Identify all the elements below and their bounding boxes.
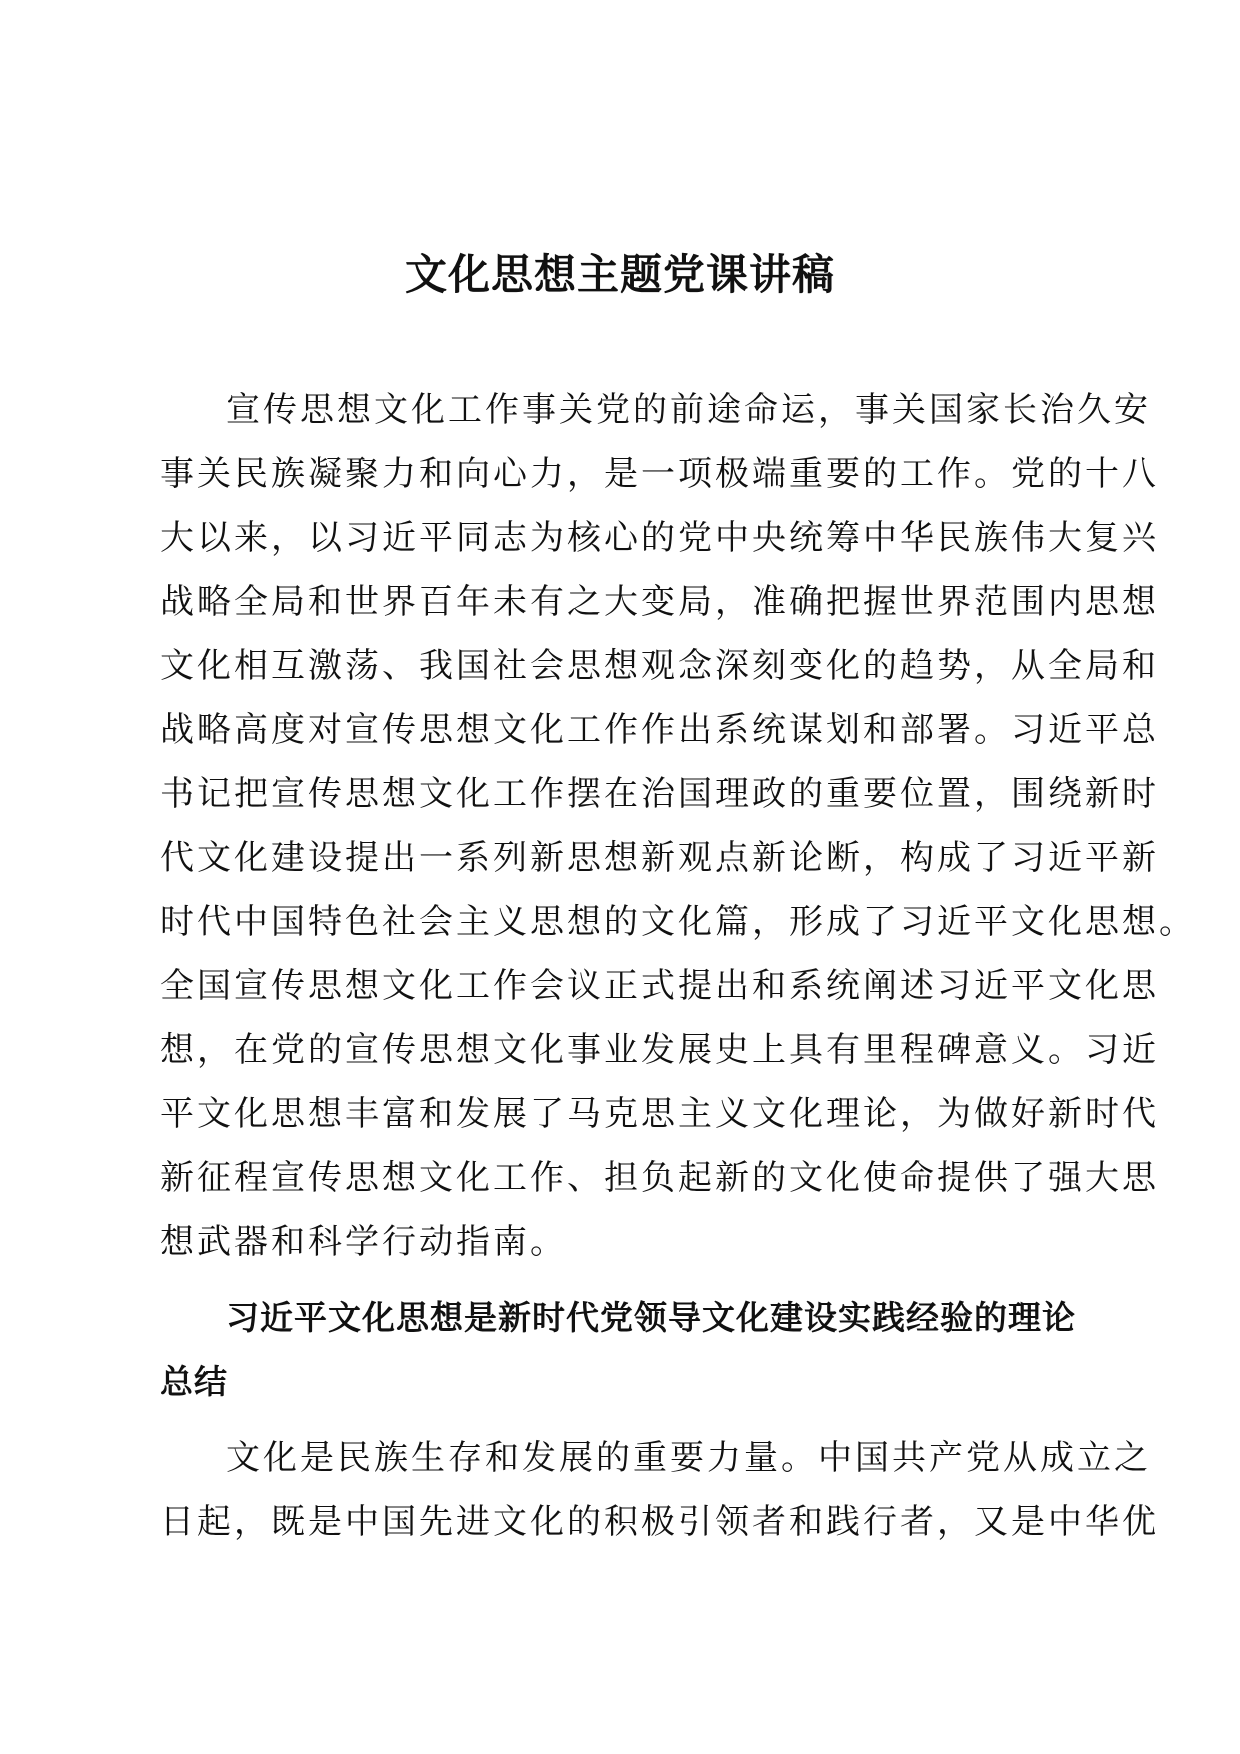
section-heading [160, 1286, 1080, 1414]
paragraph-line: 事关民族凝聚力和向心力，是一项极端重要的工作。党的十八 [160, 454, 1159, 494]
body-paragraph [160, 378, 1196, 1274]
document-title: 文化思想主题党课讲稿 [404, 250, 835, 299]
paragraph-line: 日起，既是中国先进文化的积极引领者和践行者，又是中华优 [160, 1502, 1159, 1542]
paragraph-line: 想，在党的宣传思想文化事业发展史上具有里程碑意义。习近 [160, 1030, 1159, 1070]
paragraph-line: 大以来，以习近平同志为核心的党中央统筹中华民族伟大复兴 [160, 518, 1159, 558]
paragraph-line: 战略全局和世界百年未有之大变局，准确把握世界范围内思想 [160, 582, 1159, 622]
paragraph-line: 宣传思想文化工作事关党的前途命运，事关国家长治久安 [226, 390, 1151, 430]
body-paragraph [160, 1426, 1159, 1554]
paragraph-line: 书记把宣传思想文化工作摆在治国理政的重要位置，围绕新时 [160, 774, 1159, 814]
paragraph-line: 文化是民族生存和发展的重要力量。中国共产党从成立之 [226, 1438, 1151, 1478]
heading-line: 总结 [160, 1362, 228, 1401]
paragraph-line: 平文化思想丰富和发展了马克思主义文化理论，为做好新时代 [160, 1094, 1159, 1134]
paragraph-line: 文化相互激荡、我国社会思想观念深刻变化的趋势，从全局和 [160, 646, 1159, 686]
paragraph-line: 战略高度对宣传思想文化工作作出系统谋划和部署。习近平总 [160, 710, 1159, 750]
paragraph-line: 想武器和科学行动指南。 [160, 1222, 567, 1262]
paragraph-line: 代文化建设提出一系列新思想新观点新论断，构成了习近平新 [160, 838, 1159, 878]
paragraph-line: 时代中国特色社会主义思想的文化篇，形成了习近平文化思想。 [160, 902, 1196, 942]
paragraph-line: 全国宣传思想文化工作会议正式提出和系统阐述习近平文化思 [160, 966, 1159, 1006]
heading-line: 习近平文化思想是新时代党领导文化建设实践经验的理论 [226, 1298, 1076, 1337]
paragraph-line: 新征程宣传思想文化工作、担负起新的文化使命提供了强大思 [160, 1158, 1159, 1198]
